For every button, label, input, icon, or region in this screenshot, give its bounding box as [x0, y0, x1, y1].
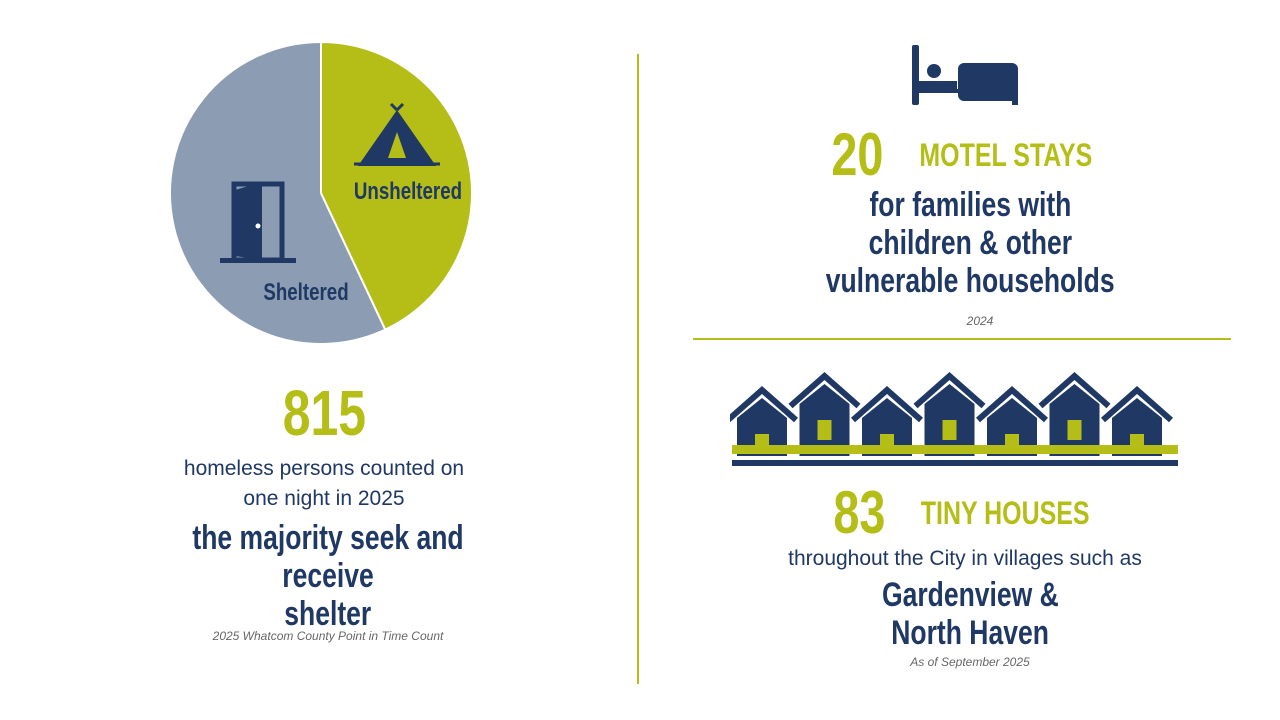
house-icon [791, 376, 859, 456]
tiny-houses-number: 83 [833, 479, 886, 546]
houses-icon [730, 372, 1180, 470]
house-icon [1041, 376, 1109, 456]
house-icon [916, 376, 984, 456]
motel-description [760, 186, 1180, 300]
source-note: 2025 Whatcom County Point in Time Count [212, 629, 444, 643]
pie-chart-svg [168, 40, 474, 346]
bed-icon [912, 45, 1020, 105]
village-names [780, 576, 1160, 652]
village-line2: North Haven [891, 614, 1049, 652]
motel-desc-line2: children & other [868, 224, 1072, 262]
stat-homeless-count [174, 378, 474, 448]
stat-homeless-value: 815 [282, 377, 366, 449]
stat-desc-line2: one night in 2025 [243, 487, 405, 510]
tiny-houses-stat [760, 478, 1180, 548]
stat-desc-line1: homeless persons counted on [183, 457, 465, 480]
tiny-houses-label: TINY HOUSES [921, 495, 1090, 531]
motel-number: 20 [830, 121, 883, 188]
vertical-divider [637, 54, 639, 684]
motel-stat [760, 120, 1180, 190]
pie-label-sheltered: Sheltered [263, 278, 349, 306]
motel-desc-line1: for families with [869, 186, 1071, 224]
majority-headline [108, 519, 548, 633]
motel-year-note: 2024 [966, 314, 994, 328]
motel-label: MOTEL STAYS [919, 137, 1093, 173]
majority-line2: shelter [284, 595, 372, 633]
village-line1: Gardenview & [881, 576, 1059, 614]
pie-chart [168, 40, 474, 346]
horizontal-divider [693, 338, 1231, 340]
pie-label-unsheltered: Unsheltered [353, 177, 463, 205]
tiny-houses-description: throughout the City in villages such as [788, 547, 1142, 570]
stat-homeless-description [124, 454, 524, 514]
tiny-houses-date-note: As of September 2025 [910, 655, 1030, 669]
majority-line1: the majority seek and receive [192, 519, 464, 595]
motel-desc-line3: vulnerable households [825, 262, 1115, 300]
